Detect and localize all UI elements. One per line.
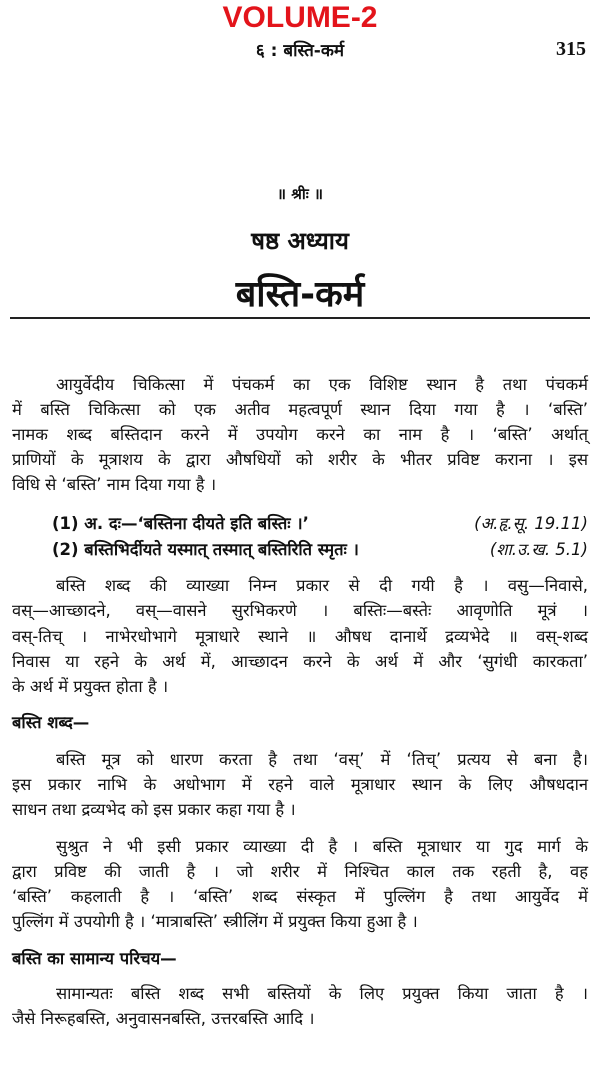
para3-line: साधन तथा द्रव्यभेद को इस प्रकार कहा गया है ।: [12, 800, 296, 819]
para2-line: वस्—आच्छादने, वस्—वासने सुरभिकरणे । बस्तिः—बस्तेः आवृणोति मूत्रं ।: [12, 601, 588, 620]
running-head-chapter: ६ : बस्ति-कर्म: [255, 41, 345, 61]
para4-line: सुश्रुत ने भी इसी प्रकार व्याख्या दी है । बस्ति मूत्राधार या गुद मार्ग के: [56, 837, 588, 856]
para4-line: ‘बस्ति’ कहलाती है । ‘बस्ति’ शब्द संस्कृत में पुल्लिंग है तथा आयुर्वेद में: [12, 887, 588, 906]
para1-line: नामक शब्द बस्तिदान करने में उपयोग करने का नाम है । ‘बस्ति’ अर्थात्: [12, 425, 588, 444]
para1-line: प्राणियों के मूत्राशय के द्वारा औषधियों को शरीर के भीतर प्रविष्ट कराना । इस: [12, 450, 588, 469]
invocation: ॥ श्रीः ॥: [277, 185, 323, 203]
para1-line: विधि से ‘बस्ति’ नाम दिया गया है ।: [12, 475, 217, 494]
citation-source: (शा.उ.ख. 5.1): [489, 540, 588, 559]
para1-line: आयुर्वेदीय चिकित्सा में पंचकर्म का एक विशिष्ट स्थान है तथा पंचकर्म: [56, 375, 588, 394]
para2-line: बस्ति शब्द की व्याख्या निम्न प्रकार से दी गयी है । वसु—निवासे,: [56, 576, 588, 595]
volume-banner: VOLUME-2: [222, 1, 378, 34]
para1-line: में बस्ति चिकित्सा को एक अतीव महत्वपूर्ण स्थान दिया गया है । ‘बस्ति’: [12, 400, 588, 419]
para4-line: पुल्लिंग में उपयोगी है । ‘मात्राबस्ति’ स्त्रीलिंग में प्रयुक्त किया हुआ है ।: [12, 912, 418, 931]
para3-line: बस्ति मूत्र को धारण करता है तथा ‘वस्’ में ‘तिच्’ प्रत्यय से बना है।: [56, 750, 588, 769]
para2-line: निवास या रहने के अर्थ में, आच्छादन करने के अर्थ में और ‘सुगंधी कारकता’: [12, 652, 588, 671]
running-head: [0, 38, 600, 64]
citation: [52, 511, 588, 537]
citation-source: (अ.हृ.सू. 19.11): [474, 514, 588, 533]
para2-line: के अर्थ में प्रयुक्त होता है ।: [12, 677, 169, 696]
chapter-number: षष्ठ अध्याय: [251, 227, 349, 255]
title-rule: [10, 317, 590, 319]
para2-line: वस्-तिच् । नाभेरधोभागे मूत्राधारे स्थाने ॥ औषध दानार्थे द्रव्यभेदे ॥ वस्-शब्द: [12, 627, 588, 646]
para5-line: सामान्यतः बस्ति शब्द सभी बस्तियों के लिए प्रयुक्त किया जाता है ।: [56, 984, 588, 1003]
para4-line: द्वारा प्रविष्ट की जाती है । जो शरीर में निश्चित काल तक रहती है, वह: [12, 862, 588, 881]
citation: [52, 537, 588, 563]
section-heading: बस्ति शब्द—: [12, 713, 90, 732]
section-heading: बस्ति का सामान्य परिचय—: [12, 949, 177, 968]
citation-text: (2) बस्तिभिर्दीयते यस्मात् तस्मात् बस्तिरिति स्मृतः ।: [52, 540, 359, 559]
para5-line: जैसे निरूहबस्ति, अनुवासनबस्ति, उत्तरबस्ति आदि ।: [12, 1009, 315, 1028]
page-number: 315: [556, 38, 586, 60]
chapter-title: बस्ति-कर्म: [235, 274, 365, 315]
para3-line: इस प्रकार नाभि के अधोभाग में रहने वाले मूत्राधार स्थान के लिए औषधदान: [12, 775, 588, 794]
citation-text: (1) अ. दः—‘बस्तिना दीयते इति बस्तिः ।’: [52, 514, 309, 533]
